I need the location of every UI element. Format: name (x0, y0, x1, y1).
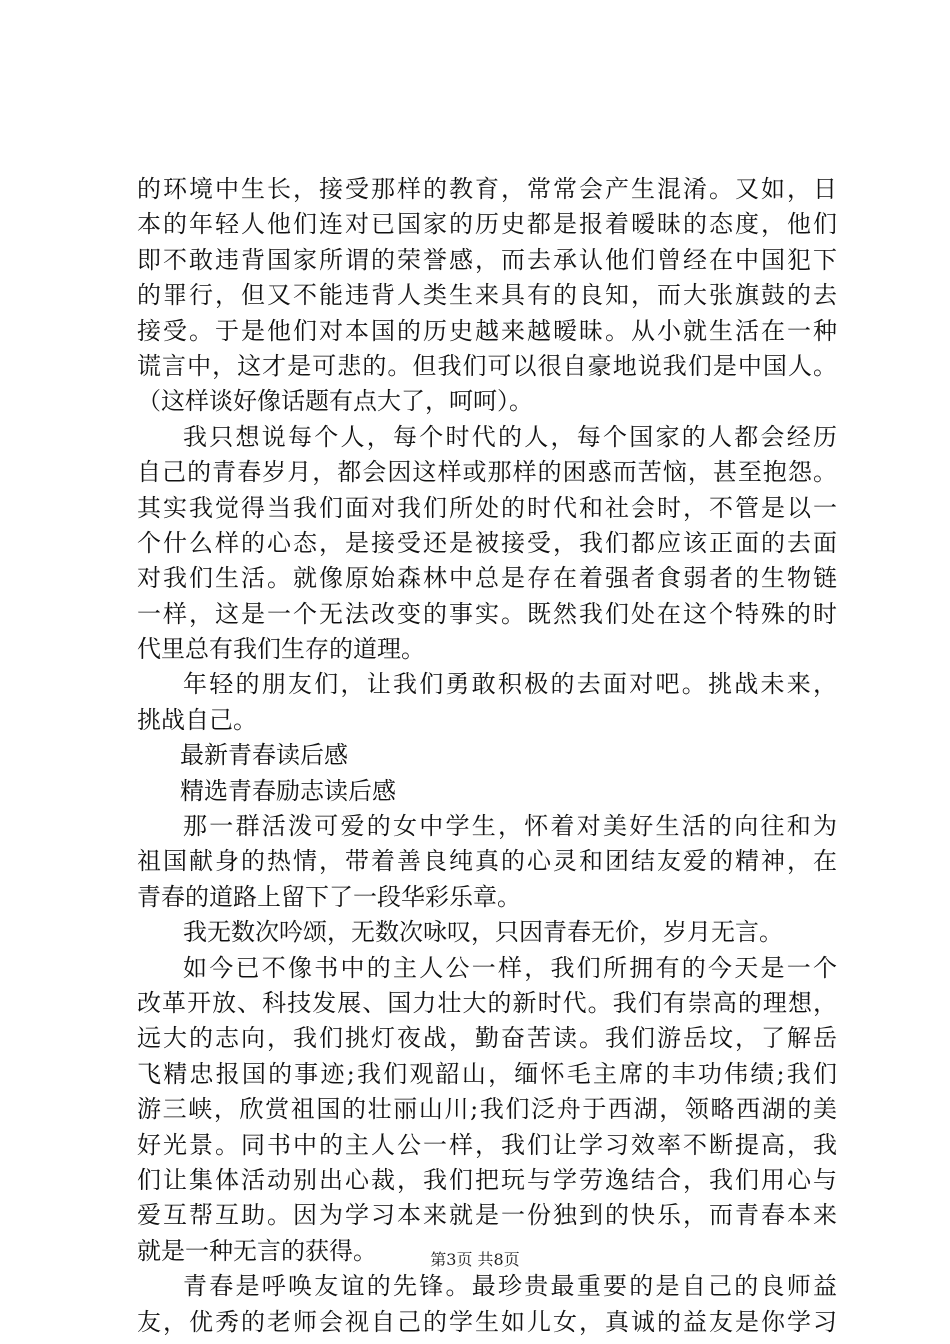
text-line: 的环境中生长，接受那样的教育，常常会产生混淆。又如，日 (137, 175, 837, 203)
text-line: 自己的青春岁月，都会因这样或那样的困惑而苦恼，甚至抱怨。 (137, 458, 837, 487)
text-line: 对我们生活。就像原始森林中总是存在着强者食弱者的生物链 (137, 564, 837, 593)
text-line: 个什么样的心态，是接受还是被接受，我们都应该正面的去面 (137, 528, 837, 557)
section-heading: 精选青春励志读后感 (180, 776, 396, 805)
text-line: 接受。于是他们对本国的历史越来越暧昧。从小就生活在一种 (137, 316, 837, 345)
text-line: 即不敢违背国家所谓的荣誉感，而去承认他们曾经在中国犯下 (137, 245, 837, 274)
text-line: 挑战自己。 (137, 705, 257, 734)
text-line: 谎言中，这才是可悲的。但我们可以很自豪地说我们是中国人。 (137, 351, 837, 380)
paragraph-first-line: 我无数次吟颂，无数次咏叹，只因青春无价，岁月无言。 (183, 918, 783, 947)
text-line: 的罪行，但又不能违背人类生来具有的良知，而大张旗鼓的去 (137, 281, 837, 310)
text-line: 代里总有我们生存的道理。 (137, 635, 425, 664)
paragraph-first-line: 如今已不像书中的主人公一样，我们所拥有的今天是一个 (183, 953, 837, 982)
text-line: （这样谈好像话题有点大了，呵呵）。 (137, 387, 533, 416)
section-heading: 最新青春读后感 (180, 741, 348, 770)
text-line: 祖国献身的热情，带着善良纯真的心灵和团结友爱的精神，在 (137, 847, 837, 876)
text-line: 就是一种无言的获得。 (137, 1236, 377, 1265)
paragraph-first-line: 青春是呼唤友谊的先锋。最珍贵最重要的是自己的良师益 (183, 1272, 837, 1301)
text-line: 飞精忠报国的事迹;我们观韶山，缅怀毛主席的丰功伟绩;我们 (137, 1059, 837, 1088)
text-line: 好光景。同书中的主人公一样，我们让学习效率不断提高，我 (137, 1130, 837, 1159)
text-line: 游三峡，欣赏祖国的壮丽山川;我们泛舟于西湖，领略西湖的美 (137, 1095, 837, 1124)
text-line: 改革开放、科技发展、国力壮大的新时代。我们有崇高的理想， (137, 988, 837, 1017)
paragraph-first-line: 年轻的朋友们，让我们勇敢积极的去面对吧。挑战未来， (183, 670, 837, 699)
text-line: 远大的志向，我们挑灯夜战，勤奋苦读。我们游岳坟，了解岳 (137, 1024, 837, 1053)
text-line: 友，优秀的老师会视自己的学生如儿女，真诚的益友是你学习 (137, 1307, 837, 1336)
text-line: 其实我觉得当我们面对我们所处的时代和社会时，不管是以一 (137, 493, 837, 522)
text-line: 爱互帮互助。因为学习本来就是一份独到的快乐，而青春本来 (137, 1201, 837, 1230)
text-line: 青春的道路上留下了一段华彩乐章。 (137, 882, 521, 911)
document-body (137, 172, 837, 1340)
paragraph-first-line: 那一群活泼可爱的女中学生，怀着对美好生活的向往和为 (183, 812, 837, 841)
paragraph-first-line: 我只想说每个人，每个时代的人，每个国家的人都会经历 (183, 422, 837, 451)
text-line: 一样，这是一个无法改变的事实。既然我们处在这个特殊的时 (137, 599, 837, 628)
text-line: 本的年轻人他们连对已国家的历史都是报着暧昧的态度，他们 (137, 210, 837, 239)
text-line: 们让集体活动别出心裁，我们把玩与学劳逸结合，我们用心与 (137, 1165, 837, 1194)
page-number-footer: 第3页 共8页 (430, 1250, 520, 1269)
